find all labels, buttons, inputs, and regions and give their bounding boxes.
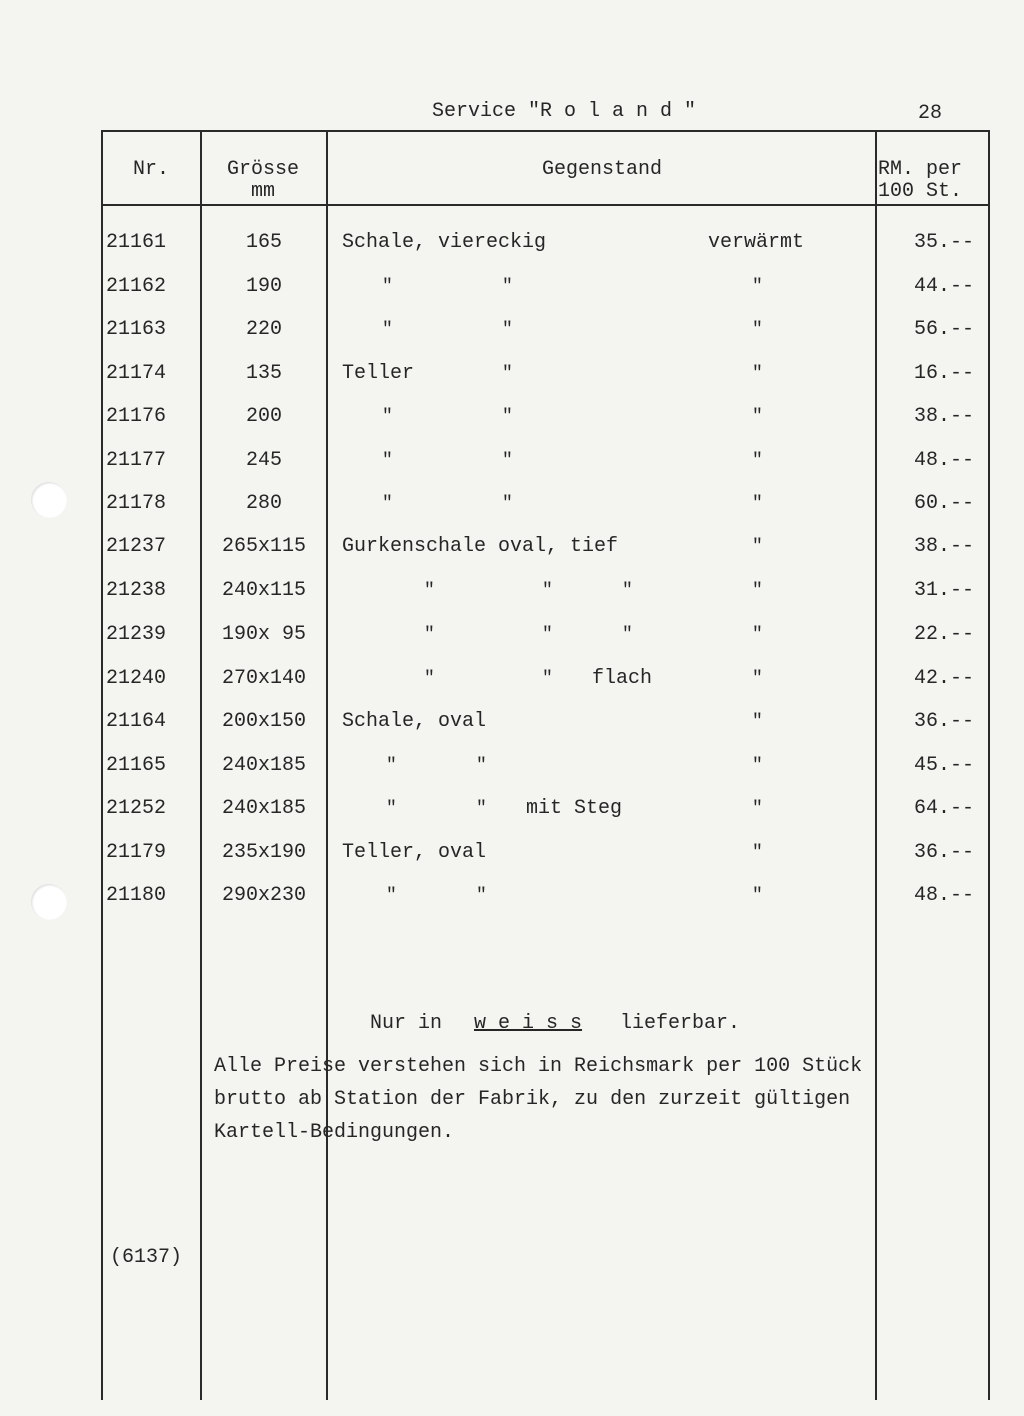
- page-number: 28: [918, 102, 943, 125]
- row-size: 220: [245, 318, 282, 341]
- row-size: 240x185: [221, 754, 306, 777]
- row-price: 16.--: [913, 362, 974, 385]
- row-price: 45.--: [913, 754, 974, 777]
- row-price: 36.--: [913, 841, 974, 864]
- row-ditto: ": [502, 494, 513, 514]
- row-number: 21179: [106, 841, 167, 864]
- row-ditto: ": [502, 364, 513, 384]
- note-prefix: Nur in: [370, 1012, 443, 1035]
- row-ditto: ": [502, 451, 513, 471]
- row-price: 35.--: [913, 231, 974, 254]
- row-number: 21240: [106, 667, 167, 690]
- page-title: Service "R o l a n d ": [432, 100, 697, 123]
- row-number: 21176: [106, 405, 167, 428]
- row-item: Schale, viereckig: [342, 231, 547, 254]
- table-row: [0, 275, 1024, 305]
- row-finish: ": [752, 364, 763, 384]
- row-finish: ": [752, 320, 763, 340]
- table-top-rule: [101, 130, 990, 132]
- row-finish: ": [752, 537, 763, 557]
- row-number: 21180: [106, 884, 167, 907]
- table-row: [0, 449, 1024, 479]
- row-size: 165: [245, 231, 282, 254]
- terms-line-1: Alle Preise verstehen sich in Reichsmark per 100 Stück: [214, 1055, 863, 1078]
- row-number: 21162: [106, 275, 167, 298]
- header-groesse-unit: mm: [250, 180, 275, 203]
- row-number: 21165: [106, 754, 167, 777]
- row-ditto: ": [622, 625, 633, 645]
- table-row: [0, 492, 1024, 522]
- row-finish: ": [752, 886, 763, 906]
- row-size: 190: [245, 275, 282, 298]
- table-row: [0, 579, 1024, 609]
- row-price: 38.--: [913, 535, 974, 558]
- row-finish: ": [752, 451, 763, 471]
- row-item: Teller: [342, 362, 415, 385]
- row-item: ": [424, 669, 435, 689]
- row-size: 280: [245, 492, 282, 515]
- table-row: [0, 884, 1024, 914]
- row-ditto: ": [542, 581, 553, 601]
- row-size: 190x 95: [221, 623, 306, 646]
- table-row: [0, 797, 1024, 827]
- row-price: 36.--: [913, 710, 974, 733]
- row-item: ": [386, 756, 397, 776]
- row-size: 240x185: [221, 797, 306, 820]
- terms-line-3: Kartell-Bedingungen.: [214, 1121, 455, 1144]
- row-ditto: ": [502, 277, 513, 297]
- row-ditto: ": [502, 407, 513, 427]
- row-item: ": [382, 407, 393, 427]
- row-number: 21164: [106, 710, 167, 733]
- header-gegenstand: Gegenstand: [541, 158, 663, 181]
- row-finish: ": [752, 625, 763, 645]
- row-size: 265x115: [221, 535, 306, 558]
- row-finish: ": [752, 669, 763, 689]
- row-ditto: ": [476, 886, 487, 906]
- note-suffix: lieferbar.: [620, 1012, 741, 1035]
- row-number: 21238: [106, 579, 167, 602]
- row-finish: ": [752, 712, 763, 732]
- row-number: 21252: [106, 797, 167, 820]
- row-number: 21177: [106, 449, 167, 472]
- row-number: 21174: [106, 362, 167, 385]
- row-ditto: ": [622, 581, 633, 601]
- table-row: [0, 754, 1024, 784]
- row-variant: flach: [592, 667, 653, 690]
- header-preis: RM. per: [878, 158, 963, 181]
- row-ditto: ": [502, 320, 513, 340]
- row-number: 21178: [106, 492, 167, 515]
- row-finish: ": [752, 843, 763, 863]
- row-price: 42.--: [913, 667, 974, 690]
- row-size: 200x150: [221, 710, 306, 733]
- header-nr: Nr.: [132, 158, 169, 181]
- table-row: [0, 841, 1024, 871]
- row-ditto: ": [476, 799, 487, 819]
- row-item: ": [382, 451, 393, 471]
- row-item: ": [382, 277, 393, 297]
- row-size: 235x190: [221, 841, 306, 864]
- row-size: 240x115: [221, 579, 306, 602]
- row-price: 22.--: [913, 623, 974, 646]
- header-groesse: Grösse: [226, 158, 299, 181]
- row-finish: ": [752, 581, 763, 601]
- row-finish: verwärmt: [708, 231, 805, 254]
- row-item: ": [424, 625, 435, 645]
- row-number: 21163: [106, 318, 167, 341]
- row-ditto: ": [542, 669, 553, 689]
- row-price: 31.--: [913, 579, 974, 602]
- document-code: (6137): [110, 1246, 183, 1269]
- row-item: ": [382, 320, 393, 340]
- row-finish: ": [752, 799, 763, 819]
- row-size: 245: [245, 449, 282, 472]
- row-item: Schale, oval: [342, 710, 487, 733]
- row-item: ": [386, 886, 397, 906]
- row-price: 60.--: [913, 492, 974, 515]
- row-size: 135: [245, 362, 282, 385]
- row-finish: ": [752, 756, 763, 776]
- row-size: 270x140: [221, 667, 306, 690]
- table-row: [0, 710, 1024, 740]
- row-item: Gurkenschale oval, tief: [342, 535, 619, 558]
- table-header-rule: [101, 204, 990, 206]
- row-item: ": [386, 799, 397, 819]
- row-price: 48.--: [913, 884, 974, 907]
- row-price: 38.--: [913, 405, 974, 428]
- row-price: 64.--: [913, 797, 974, 820]
- row-price: 48.--: [913, 449, 974, 472]
- row-finish: ": [752, 277, 763, 297]
- row-size: 290x230: [221, 884, 306, 907]
- row-item: ": [382, 494, 393, 514]
- row-number: 21161: [106, 231, 167, 254]
- row-finish: ": [752, 407, 763, 427]
- row-number: 21237: [106, 535, 167, 558]
- table-row: [0, 623, 1024, 653]
- row-finish: ": [752, 494, 763, 514]
- table-row: [0, 667, 1024, 697]
- row-ditto: ": [476, 756, 487, 776]
- row-number: 21239: [106, 623, 167, 646]
- header-preis-unit: 100 St.: [878, 180, 963, 203]
- row-variant: mit Steg: [526, 797, 623, 820]
- table-row: [0, 362, 1024, 392]
- row-item: Teller, oval: [342, 841, 487, 864]
- row-size: 200: [245, 405, 282, 428]
- row-ditto: ": [542, 625, 553, 645]
- table-row: [0, 231, 1024, 261]
- row-price: 56.--: [913, 318, 974, 341]
- table-row: [0, 318, 1024, 348]
- row-price: 44.--: [913, 275, 974, 298]
- terms-line-2: brutto ab Station der Fabrik, zu den zurzeit gültigen: [214, 1088, 851, 1111]
- table-row: [0, 535, 1024, 565]
- table-row: [0, 405, 1024, 435]
- note-color: w e i s s: [474, 1012, 583, 1035]
- row-item: ": [424, 581, 435, 601]
